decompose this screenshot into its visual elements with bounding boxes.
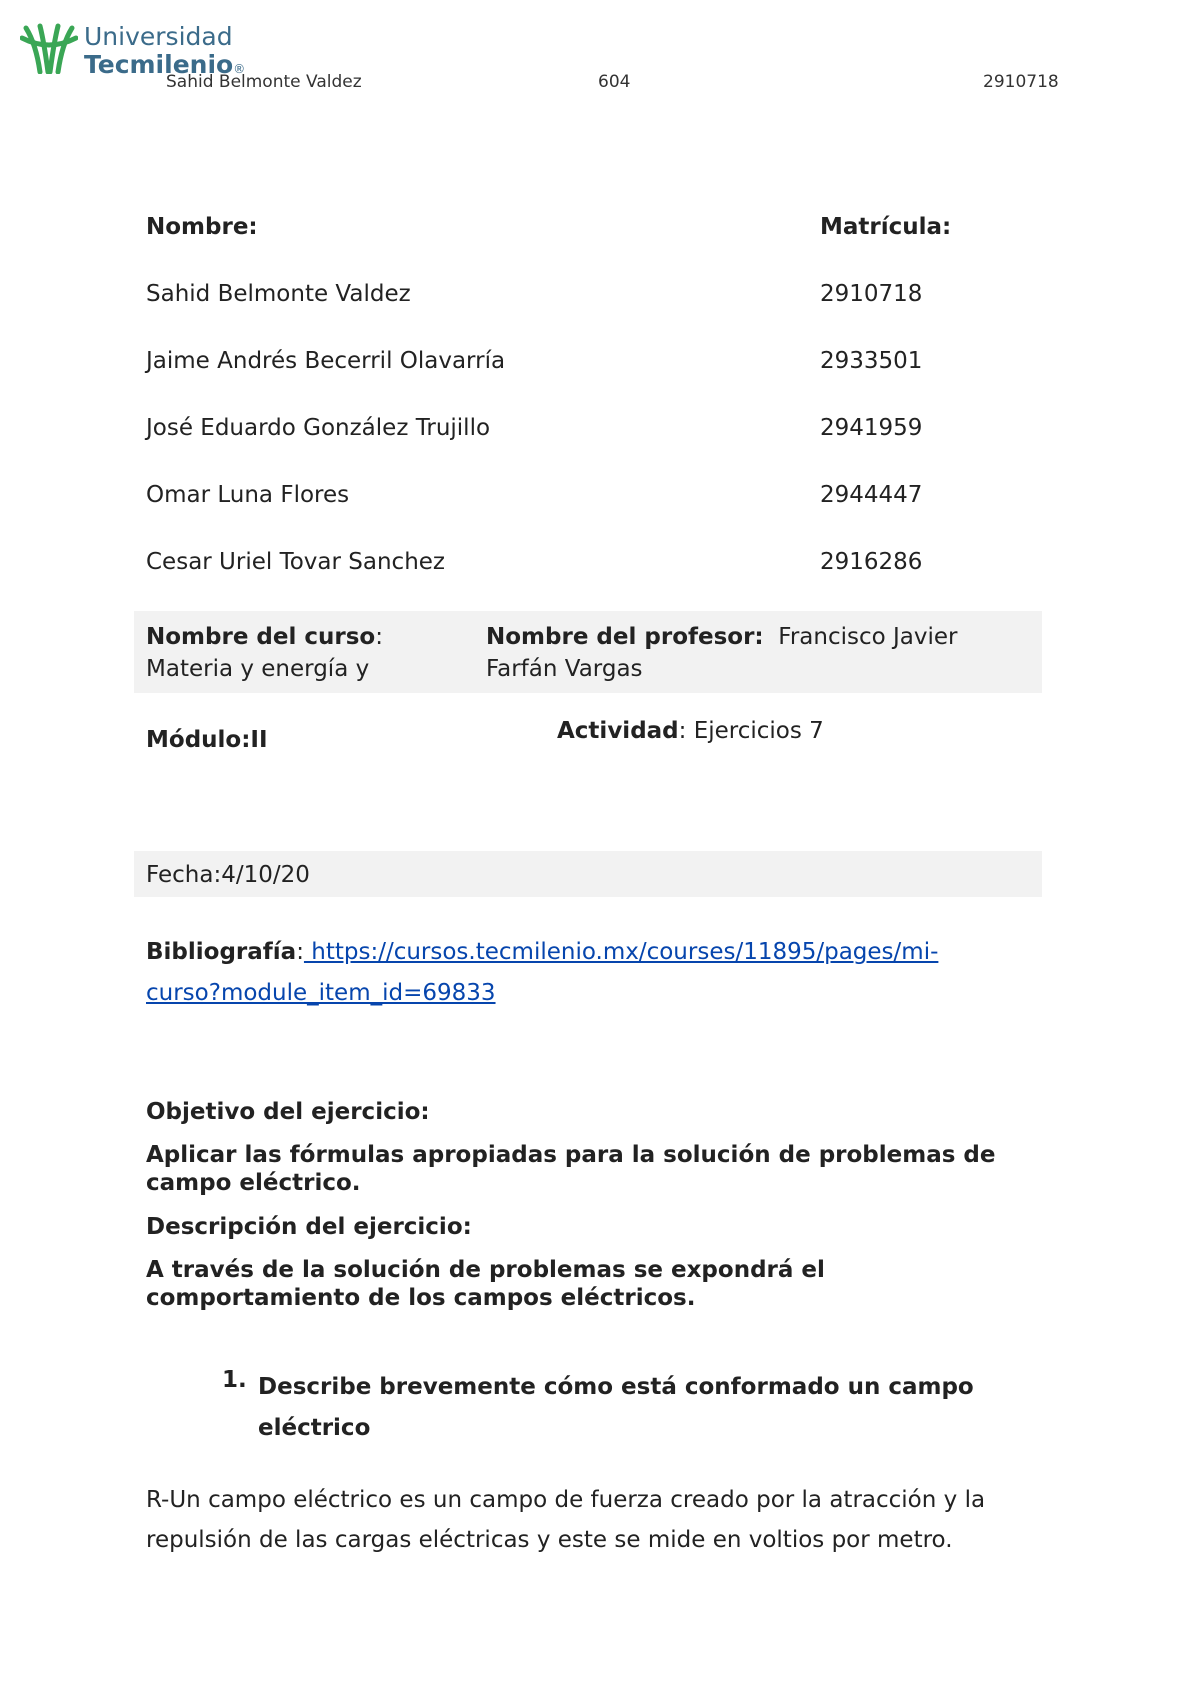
logo-text-universidad: Universidad: [84, 22, 233, 51]
activity-block: [557, 718, 824, 744]
student-id: 2941959: [820, 415, 923, 441]
bibliography-label: Bibliografía: [146, 939, 297, 965]
date-text: Fecha:4/10/20: [146, 862, 310, 888]
question-text-line2: eléctrico: [258, 1415, 371, 1441]
professor-name-line2: Farfán Vargas: [486, 656, 643, 682]
student-name: José Eduardo González Trujillo: [146, 415, 491, 441]
name-column-header: Nombre:: [146, 214, 258, 240]
header-group: 604: [598, 72, 631, 92]
professor-block: [486, 621, 957, 685]
module-label: Módulo:II: [146, 727, 268, 753]
logo-registered-mark: ®: [233, 62, 246, 76]
course-name-block: [146, 621, 383, 685]
question-text-line1: Describe brevemente cómo está conformado un campo: [258, 1374, 974, 1400]
student-name: Cesar Uriel Tovar Sanchez: [146, 549, 445, 575]
description-text-line1: A través de la solución de problemas se expondrá el: [146, 1257, 825, 1283]
activity-label: Actividad: [557, 718, 679, 744]
course-name-label: Nombre del curso: [146, 624, 376, 650]
objective-heading: Objetivo del ejercicio:: [146, 1099, 430, 1125]
professor-name-line1: Francisco Javier: [778, 624, 958, 650]
description-text: [146, 1256, 1046, 1312]
answer-text: [146, 1480, 1046, 1560]
student-id: 2910718: [820, 281, 923, 307]
activity-value: : Ejercicios 7: [678, 718, 824, 744]
header-author: Sahid Belmonte Valdez: [166, 72, 362, 92]
answer-text-line2: repulsión de las cargas eléctricas y este se mide en voltios por metro.: [146, 1527, 953, 1553]
bibliography-block: [146, 932, 1046, 1014]
student-id: 2944447: [820, 482, 923, 508]
description-heading: Descripción del ejercicio:: [146, 1214, 472, 1240]
objective-text-line1: Aplicar las fórmulas apropiadas para la solución de problemas de: [146, 1142, 996, 1168]
tecmilenio-logo-icon: [20, 22, 78, 74]
student-id: 2916286: [820, 549, 923, 575]
student-id: 2933501: [820, 348, 923, 374]
student-name: Sahid Belmonte Valdez: [146, 281, 411, 307]
university-logo: [20, 20, 246, 79]
id-column-header: Matrícula:: [820, 214, 952, 240]
course-name-colon: :: [375, 624, 383, 650]
objective-text: [146, 1141, 1046, 1197]
logo-text-tecmilenio: Tecmilenio®: [84, 50, 246, 79]
bibliography-link-line2[interactable]: curso?module_item_id=69833: [146, 980, 496, 1006]
question-number: 1.: [222, 1367, 247, 1393]
bibliography-link-line1[interactable]: https://cursos.tecmilenio.mx/courses/11895/pages/mi-: [303, 939, 939, 965]
student-name: Omar Luna Flores: [146, 482, 350, 508]
description-text-line2: comportamiento de los campos eléctricos.: [146, 1285, 696, 1311]
course-name-value: Materia y energía y: [146, 656, 370, 682]
answer-text-line1: R-Un campo eléctrico es un campo de fuerza creado por la atracción y la: [146, 1487, 986, 1513]
question-text: [258, 1367, 1048, 1449]
professor-label: Nombre del profesor:: [486, 624, 764, 650]
bibliography-colon: :: [296, 939, 304, 965]
student-name: Jaime Andrés Becerril Olavarría: [146, 348, 506, 374]
header-id: 2910718: [983, 72, 1059, 92]
objective-text-line2: campo eléctrico.: [146, 1170, 361, 1196]
